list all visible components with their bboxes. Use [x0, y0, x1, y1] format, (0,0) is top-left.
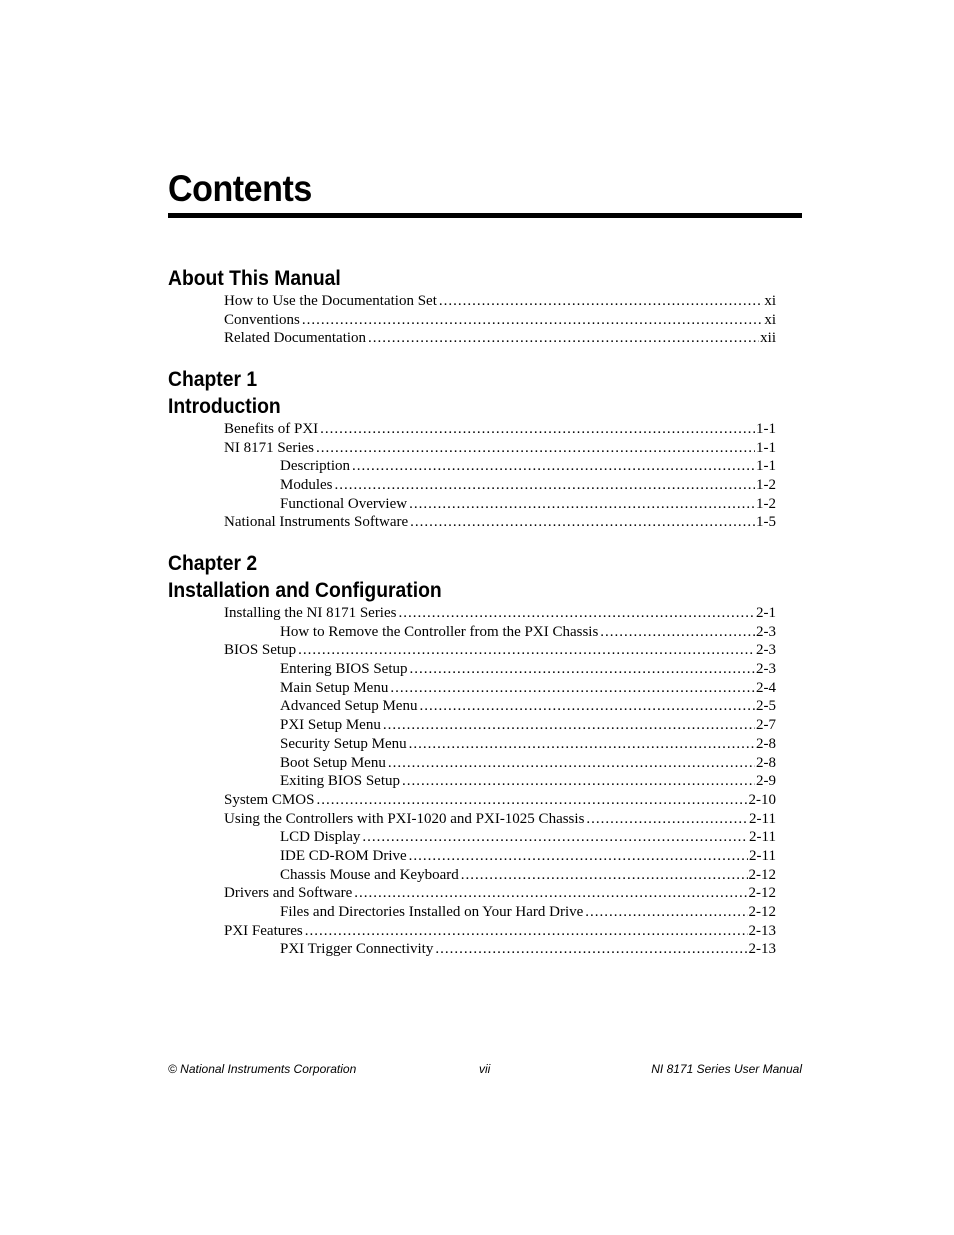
section-about-this-manual — [168, 265, 788, 348]
dot-leader — [409, 735, 755, 754]
toc-entry[interactable] — [168, 810, 776, 829]
toc-entry-title: How to Use the Documentation Set — [224, 293, 437, 309]
toc-entry-page: xii — [760, 330, 776, 347]
toc-entry-page: 1-1 — [756, 439, 776, 456]
dot-leader — [335, 476, 756, 495]
toc-entry-page: 2-3 — [756, 623, 776, 640]
dot-leader — [320, 420, 755, 439]
dot-leader — [435, 940, 747, 959]
toc-entry-title: Boot Setup Menu — [280, 754, 386, 771]
toc-entry-title: How to Remove the Controller from the PXI Chassis — [280, 623, 599, 640]
toc-entry[interactable] — [168, 716, 776, 735]
toc-entry[interactable] — [168, 623, 776, 642]
toc-entry-page: 1-2 — [756, 495, 776, 512]
toc-entry[interactable] — [168, 660, 776, 679]
toc-entry-page: xi — [764, 293, 776, 309]
toc-list — [168, 420, 788, 532]
toc-entry-title: Modules — [280, 477, 333, 494]
toc-entry[interactable] — [168, 476, 776, 495]
dot-leader — [368, 329, 759, 348]
toc-entry[interactable] — [168, 292, 776, 311]
toc-list — [168, 604, 788, 959]
toc-entry-page: 2-11 — [749, 829, 776, 846]
toc-entry-title: Functional Overview — [280, 495, 408, 512]
dot-leader — [298, 641, 755, 660]
dot-leader — [410, 660, 756, 679]
toc-entry[interactable] — [168, 791, 776, 810]
toc-entry[interactable] — [168, 311, 776, 330]
footer-copyright: © National Instruments Corporation — [168, 1062, 357, 1076]
toc-entry[interactable] — [168, 513, 776, 532]
toc-entry-page: 2-11 — [749, 847, 776, 864]
toc-entry[interactable] — [168, 754, 776, 773]
toc-entry-page: 1-1 — [756, 421, 776, 437]
dot-leader — [439, 292, 763, 311]
toc-entry-title: Main Setup Menu — [280, 679, 389, 696]
toc-entry-page: 1-2 — [756, 477, 776, 494]
toc-entry-page: 2-1 — [756, 605, 776, 621]
toc-entry[interactable] — [168, 439, 776, 458]
toc-entry-page: 2-13 — [748, 941, 776, 958]
section-heading: About This Manual — [168, 267, 341, 290]
toc-entry-page: 2-12 — [748, 885, 776, 902]
dot-leader — [352, 457, 755, 476]
dot-leader — [410, 513, 755, 532]
toc-entry[interactable] — [168, 828, 776, 847]
dot-leader — [586, 810, 748, 829]
toc-entry-page: 2-7 — [756, 717, 776, 734]
toc-entry-title: NI 8171 Series — [224, 439, 314, 456]
section-chapter-2 — [168, 550, 788, 959]
dot-leader — [383, 716, 755, 735]
toc-entry-title: BIOS Setup — [224, 642, 297, 659]
toc-entry-title: Description — [280, 458, 350, 475]
toc-entry-title: IDE CD-ROM Drive — [280, 847, 407, 864]
page-footer — [168, 1062, 802, 1078]
dot-leader — [402, 772, 755, 791]
toc-entry[interactable] — [168, 847, 776, 866]
toc-entry-page: 2-3 — [756, 642, 776, 659]
chapter-title: Installation and Configuration — [168, 579, 442, 602]
dot-leader — [390, 679, 755, 698]
toc-entry[interactable] — [168, 697, 776, 716]
toc-entry[interactable] — [168, 457, 776, 476]
toc-entry[interactable] — [168, 903, 776, 922]
toc-entry-page: 2-3 — [756, 661, 776, 678]
toc-entry[interactable] — [168, 866, 776, 885]
dot-leader — [362, 828, 748, 847]
toc-entry-title: System CMOS — [224, 791, 315, 808]
toc-entry-page: xi — [764, 311, 776, 328]
toc-entry-title: Entering BIOS Setup — [280, 661, 408, 678]
page-title: Contents — [168, 168, 312, 209]
dot-leader — [409, 495, 755, 514]
toc-entry-page: 2-8 — [756, 735, 776, 752]
dot-leader — [316, 439, 755, 458]
toc-list — [168, 292, 788, 348]
toc-entry-title: Exiting BIOS Setup — [280, 773, 401, 790]
toc-entry-title: Files and Directories Installed on Your Hard Drive — [280, 904, 584, 920]
toc-entry-page: 2-8 — [756, 754, 776, 771]
chapter-title: Introduction — [168, 395, 281, 418]
toc-entry-page: 2-11 — [749, 810, 776, 827]
toc-entry-title: PXI Features — [224, 922, 303, 939]
dot-leader — [409, 847, 748, 866]
toc-entry[interactable] — [168, 604, 776, 623]
toc-entry-page: 2-5 — [756, 698, 776, 715]
toc-entry-page: 2-4 — [756, 679, 776, 696]
toc-entry-page: 2-12 — [748, 904, 776, 920]
toc-entry[interactable] — [168, 679, 776, 698]
toc-entry[interactable] — [168, 884, 776, 903]
toc-entry-title: Drivers and Software — [224, 885, 353, 902]
dot-leader — [461, 866, 748, 885]
footer-manual-title: NI 8171 Series User Manual — [651, 1062, 802, 1076]
toc-entry-page: 1-5 — [756, 514, 776, 531]
toc-entry[interactable] — [168, 735, 776, 754]
toc-entry-title: Chassis Mouse and Keyboard — [280, 866, 459, 883]
toc-entry[interactable] — [168, 420, 776, 439]
toc-entry-page: 1-1 — [756, 458, 776, 475]
dot-leader — [398, 604, 755, 623]
toc-entry-title: Benefits of PXI — [224, 421, 319, 437]
chapter-number: Chapter 2 — [168, 552, 258, 575]
dot-leader — [419, 697, 755, 716]
dot-leader — [600, 623, 755, 642]
toc-entry[interactable] — [168, 329, 776, 348]
toc-entry-title: Related Documentation — [224, 330, 367, 347]
dot-leader — [302, 311, 763, 330]
toc-entry-page: 2-10 — [748, 791, 776, 808]
title-rule — [168, 213, 802, 218]
toc-entry[interactable] — [168, 495, 776, 514]
dot-leader — [354, 884, 747, 903]
dot-leader — [585, 903, 747, 922]
toc-entry-title: PXI Trigger Connectivity — [280, 941, 434, 958]
toc-entry-title: Security Setup Menu — [280, 735, 407, 752]
toc-entry-title: LCD Display — [280, 829, 361, 846]
chapter-number: Chapter 1 — [168, 368, 258, 391]
section-chapter-1 — [168, 366, 788, 532]
toc-entry-title: National Instruments Software — [224, 514, 409, 531]
dot-leader — [316, 791, 747, 810]
toc-entry-page: 2-13 — [748, 922, 776, 939]
toc-entry-page: 2-9 — [756, 773, 776, 790]
toc-entry[interactable] — [168, 922, 776, 941]
toc-entry[interactable] — [168, 940, 776, 959]
footer-page-number: vii — [479, 1062, 491, 1076]
toc-entry-title: PXI Setup Menu — [280, 717, 381, 734]
toc-entry[interactable] — [168, 772, 776, 791]
toc-entry-title: Conventions — [224, 311, 300, 328]
dot-leader — [388, 754, 755, 773]
toc-entry[interactable] — [168, 641, 776, 660]
toc-entry-title: Installing the NI 8171 Series — [224, 605, 397, 621]
toc-entry-title: Advanced Setup Menu — [280, 698, 418, 715]
dot-leader — [305, 922, 748, 941]
toc-entry-title: Using the Controllers with PXI-1020 and PXI-1025 Chassis — [224, 810, 585, 827]
toc-entry-page: 2-12 — [748, 866, 776, 883]
